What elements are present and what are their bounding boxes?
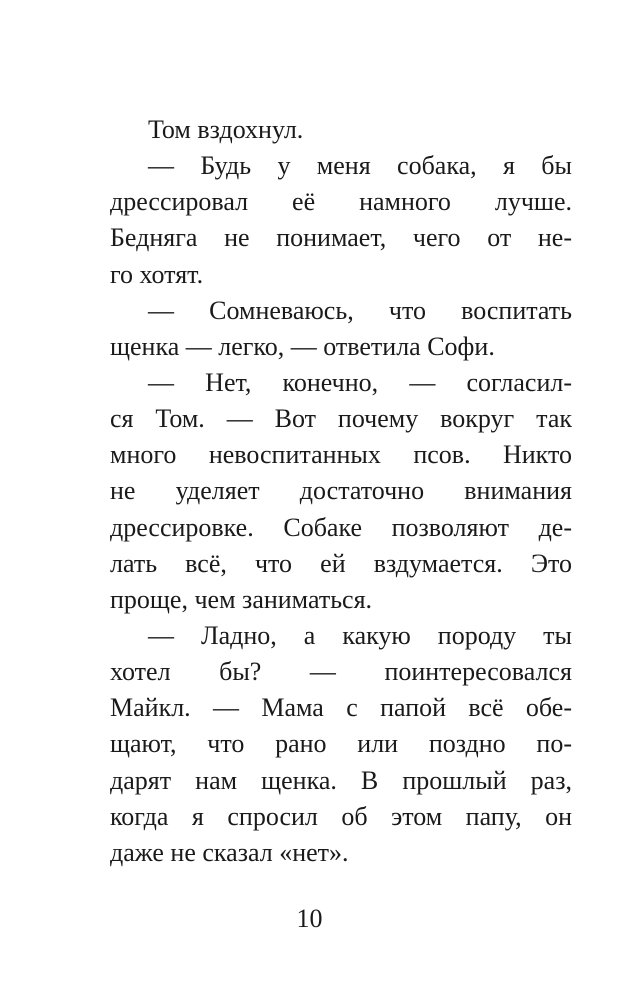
page-number: 10	[296, 904, 323, 933]
text-line: лать всё, что ей вздумается. Это	[110, 548, 572, 578]
text-line: ся Том. — Вот почему вокруг так	[110, 404, 572, 434]
paragraph	[110, 365, 572, 618]
paragraph	[110, 112, 572, 148]
text-line: — Ладно, а какую породу ты	[148, 620, 572, 650]
text-line: щают, что рано или поздно по-	[110, 729, 572, 759]
text-line: много невоспитанных псов. Никто	[110, 440, 572, 470]
text-line: Майкл. — Мама с папой всё обе-	[110, 693, 572, 723]
text-line: — Нет, конечно, — согласил-	[148, 367, 572, 397]
text-line: — Будь у меня собака, я бы	[148, 151, 572, 181]
text-line: дрессировке. Собаке позволяют де-	[110, 512, 572, 542]
body-text	[110, 112, 572, 871]
paragraph	[110, 618, 572, 871]
text-line: Том вздохнул.	[148, 115, 304, 144]
text-line: щенка — легко, — ответила Софи.	[110, 331, 495, 361]
text-line: проще, чем заниматься.	[110, 584, 373, 614]
text-line: не уделяет достаточно внимания	[110, 476, 572, 506]
text-line: го хотят.	[110, 259, 204, 289]
text-line: дарят нам щенка. В прошлый раз,	[110, 765, 572, 795]
text-line: когда я спросил об этом папу, он	[110, 801, 572, 831]
text-line: Бедняга не понимает, чего от не-	[110, 223, 572, 253]
text-line: хотел бы? — поинтересовался	[110, 657, 572, 687]
paragraph	[110, 148, 572, 293]
paragraph	[110, 293, 572, 365]
text-line: — Сомневаюсь, что воспитать	[148, 295, 572, 325]
text-line: дрессировал её намного лучше.	[110, 187, 572, 217]
text-line: даже не сказал «нет».	[110, 837, 349, 867]
